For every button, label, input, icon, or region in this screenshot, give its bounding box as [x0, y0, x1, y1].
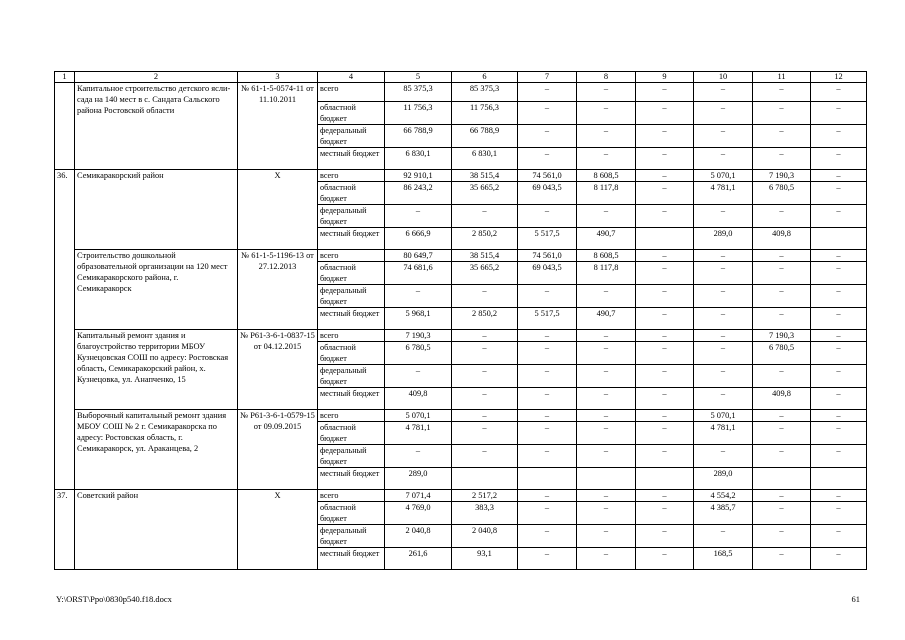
amount-cell: –	[518, 422, 577, 445]
amount-cell: –	[452, 330, 518, 342]
amount-cell: –	[694, 342, 753, 365]
amount-cell: –	[811, 102, 867, 125]
row-number: 36.	[55, 170, 75, 490]
amount-cell: 2 850,2	[452, 228, 518, 250]
header-row	[55, 72, 867, 83]
amount-cell: –	[452, 205, 518, 228]
amount-cell: –	[577, 502, 636, 525]
amount-cell: 6 780,5	[753, 182, 811, 205]
amount-cell: –	[694, 365, 753, 388]
amount-cell: –	[452, 388, 518, 410]
header-cell: 8	[577, 72, 636, 83]
funding-source: федеральный бюджет	[318, 525, 385, 548]
amount-cell: 92 910,1	[385, 170, 452, 182]
amount-cell: –	[753, 148, 811, 170]
amount-cell: –	[577, 422, 636, 445]
amount-cell: 5 070,1	[694, 170, 753, 182]
amount-cell: 6 830,1	[385, 148, 452, 170]
amount-cell: –	[636, 330, 694, 342]
amount-cell: 7 190,3	[385, 330, 452, 342]
funding-source: всего	[318, 410, 385, 422]
amount-cell: –	[636, 342, 694, 365]
object-name: Строительство дошкольной образовательной организации на 120 мест Семикаракорского района, г. Семикаракорск	[75, 250, 238, 330]
amount-cell: –	[636, 525, 694, 548]
amount-cell: 409,8	[753, 228, 811, 250]
amount-cell	[753, 468, 811, 490]
amount-cell: 5 968,1	[385, 308, 452, 330]
document-code: Х	[238, 170, 318, 250]
budget-table	[54, 71, 867, 570]
object-name: Выборочный капитальный ремонт здания МБОУ СОШ № 2 г. Семикаракорска по адресу: Ростовская область, г. Семикаракорск, ул. Араканцева, 2	[75, 410, 238, 490]
amount-cell: –	[636, 502, 694, 525]
amount-cell: –	[518, 125, 577, 148]
amount-cell: 66 788,9	[385, 125, 452, 148]
amount-cell: –	[694, 102, 753, 125]
document-code: № 61-1-5-0574-11 от 11.10.2011	[238, 83, 318, 170]
funding-source: федеральный бюджет	[318, 365, 385, 388]
table-row	[55, 490, 867, 502]
amount-cell: 6 666,9	[385, 228, 452, 250]
amount-cell: –	[753, 365, 811, 388]
amount-cell: –	[811, 308, 867, 330]
amount-cell: –	[694, 148, 753, 170]
amount-cell: –	[518, 548, 577, 570]
amount-cell: –	[811, 205, 867, 228]
header-cell: 12	[811, 72, 867, 83]
amount-cell: 69 043,5	[518, 182, 577, 205]
funding-source: областной бюджет	[318, 342, 385, 365]
amount-cell: 5 070,1	[385, 410, 452, 422]
header-cell: 10	[694, 72, 753, 83]
amount-cell: 5 517,5	[518, 308, 577, 330]
amount-cell: –	[636, 182, 694, 205]
table-row	[55, 170, 867, 182]
funding-source: федеральный бюджет	[318, 285, 385, 308]
amount-cell: 490,7	[577, 308, 636, 330]
amount-cell: –	[636, 102, 694, 125]
header-cell: 7	[518, 72, 577, 83]
funding-source: федеральный бюджет	[318, 125, 385, 148]
amount-cell: –	[811, 410, 867, 422]
funding-source: всего	[318, 250, 385, 262]
amount-cell: 4 385,7	[694, 502, 753, 525]
amount-cell: 11 756,3	[385, 102, 452, 125]
amount-cell: –	[577, 445, 636, 468]
amount-cell: –	[694, 125, 753, 148]
object-name: Капитальное строительство детского ясли-сада на 140 мест в с. Сандата Сальского района Ростовской области	[75, 83, 238, 170]
amount-cell: –	[636, 262, 694, 285]
footer-file-path: Y:\ORST\Ppo\0830p540.f18.docx	[56, 594, 172, 604]
amount-cell: 4 769,0	[385, 502, 452, 525]
amount-cell: –	[636, 308, 694, 330]
amount-cell: 8 117,8	[577, 182, 636, 205]
document-code: № Р61-3-6-1-0837-15 от 04.12.2015	[238, 330, 318, 410]
amount-cell: 69 043,5	[518, 262, 577, 285]
header-cell: 5	[385, 72, 452, 83]
table-row	[55, 410, 867, 422]
amount-cell: –	[452, 410, 518, 422]
amount-cell: –	[636, 148, 694, 170]
funding-source: федеральный бюджет	[318, 445, 385, 468]
amount-cell: –	[753, 308, 811, 330]
amount-cell: 86 243,2	[385, 182, 452, 205]
page-number: 61	[851, 594, 860, 604]
amount-cell	[636, 468, 694, 490]
amount-cell: 2 850,2	[452, 308, 518, 330]
amount-cell: 4 781,1	[385, 422, 452, 445]
amount-cell: 6 780,5	[385, 342, 452, 365]
amount-cell: –	[811, 148, 867, 170]
funding-source: местный бюджет	[318, 388, 385, 410]
amount-cell: –	[577, 525, 636, 548]
amount-cell: 168,5	[694, 548, 753, 570]
amount-cell: –	[694, 285, 753, 308]
amount-cell: 5 070,1	[694, 410, 753, 422]
amount-cell: –	[577, 285, 636, 308]
amount-cell: 85 375,3	[385, 83, 452, 102]
amount-cell: –	[694, 330, 753, 342]
amount-cell: –	[636, 170, 694, 182]
amount-cell: –	[811, 182, 867, 205]
amount-cell: 74 681,6	[385, 262, 452, 285]
header-cell: 9	[636, 72, 694, 83]
amount-cell: –	[636, 125, 694, 148]
amount-cell: –	[577, 330, 636, 342]
amount-cell: 261,6	[385, 548, 452, 570]
amount-cell: –	[636, 250, 694, 262]
amount-cell: –	[518, 148, 577, 170]
amount-cell: –	[753, 445, 811, 468]
amount-cell: 93,1	[452, 548, 518, 570]
amount-cell: 409,8	[753, 388, 811, 410]
amount-cell: –	[577, 83, 636, 102]
amount-cell: –	[811, 548, 867, 570]
amount-cell: –	[636, 490, 694, 502]
amount-cell: –	[577, 388, 636, 410]
amount-cell: –	[694, 445, 753, 468]
amount-cell: 2 040,8	[385, 525, 452, 548]
amount-cell: –	[753, 125, 811, 148]
amount-cell: 4 554,2	[694, 490, 753, 502]
amount-cell: 74 561,0	[518, 250, 577, 262]
amount-cell: –	[577, 490, 636, 502]
amount-cell: –	[518, 388, 577, 410]
amount-cell: 38 515,4	[452, 170, 518, 182]
amount-cell	[452, 468, 518, 490]
table-row	[55, 250, 867, 262]
amount-cell: –	[518, 342, 577, 365]
amount-cell: –	[577, 205, 636, 228]
amount-cell: –	[518, 205, 577, 228]
amount-cell: –	[385, 205, 452, 228]
amount-cell: –	[385, 365, 452, 388]
amount-cell: –	[753, 548, 811, 570]
amount-cell: 7 190,3	[753, 170, 811, 182]
amount-cell: –	[694, 388, 753, 410]
amount-cell: 289,0	[694, 228, 753, 250]
funding-source: местный бюджет	[318, 548, 385, 570]
amount-cell: –	[636, 388, 694, 410]
funding-source: областной бюджет	[318, 182, 385, 205]
amount-cell: –	[811, 330, 867, 342]
amount-cell: –	[452, 365, 518, 388]
amount-cell: 4 781,1	[694, 422, 753, 445]
amount-cell: 2 040,8	[452, 525, 518, 548]
object-name: Капитальный ремонт здания и благоустройство территории МБОУ Кузнецовская СОШ по адресу: Ростовская область, Семикаракорский район, х. Кузнецовка, ул. Анапченко, 15	[75, 330, 238, 410]
amount-cell: –	[811, 250, 867, 262]
amount-cell: –	[811, 525, 867, 548]
amount-cell: –	[518, 285, 577, 308]
object-name: Семикаракорский район	[75, 170, 238, 250]
funding-source: областной бюджет	[318, 102, 385, 125]
header-cell: 2	[75, 72, 238, 83]
amount-cell: –	[518, 365, 577, 388]
amount-cell: –	[577, 548, 636, 570]
amount-cell: –	[518, 445, 577, 468]
amount-cell: –	[753, 262, 811, 285]
header-cell: 11	[753, 72, 811, 83]
amount-cell: –	[811, 83, 867, 102]
amount-cell: –	[577, 342, 636, 365]
table-row	[55, 83, 867, 102]
amount-cell: –	[577, 125, 636, 148]
amount-cell: –	[636, 548, 694, 570]
amount-cell: –	[811, 365, 867, 388]
amount-cell: 85 375,3	[452, 83, 518, 102]
amount-cell: –	[385, 445, 452, 468]
amount-cell: –	[518, 502, 577, 525]
amount-cell: –	[636, 83, 694, 102]
amount-cell: –	[694, 250, 753, 262]
amount-cell: 80 649,7	[385, 250, 452, 262]
document-code: № 61-1-5-1196-13 от 27.12.2013	[238, 250, 318, 330]
funding-source: всего	[318, 330, 385, 342]
amount-cell: 38 515,4	[452, 250, 518, 262]
funding-source: местный бюджет	[318, 468, 385, 490]
amount-cell: –	[577, 102, 636, 125]
amount-cell: –	[753, 410, 811, 422]
amount-cell: –	[636, 285, 694, 308]
amount-cell: 7 190,3	[753, 330, 811, 342]
funding-source: областной бюджет	[318, 502, 385, 525]
amount-cell: 7 071,4	[385, 490, 452, 502]
amount-cell: –	[577, 365, 636, 388]
amount-cell: 5 517,5	[518, 228, 577, 250]
amount-cell: –	[753, 102, 811, 125]
amount-cell	[811, 468, 867, 490]
amount-cell	[636, 228, 694, 250]
document-code: № Р61-3-6-1-0579-15 от 09.09.2015	[238, 410, 318, 490]
amount-cell: 6 830,1	[452, 148, 518, 170]
amount-cell: 490,7	[577, 228, 636, 250]
amount-cell: –	[811, 502, 867, 525]
amount-cell	[577, 468, 636, 490]
amount-cell: 8 608,5	[577, 250, 636, 262]
amount-cell: –	[452, 445, 518, 468]
row-number	[55, 83, 75, 170]
amount-cell: –	[811, 170, 867, 182]
amount-cell: 2 517,2	[452, 490, 518, 502]
amount-cell: –	[636, 422, 694, 445]
header-cell: 1	[55, 72, 75, 83]
amount-cell: –	[452, 285, 518, 308]
amount-cell	[811, 228, 867, 250]
amount-cell: –	[811, 125, 867, 148]
funding-source: всего	[318, 170, 385, 182]
amount-cell: –	[811, 285, 867, 308]
amount-cell: –	[636, 205, 694, 228]
amount-cell: –	[452, 342, 518, 365]
amount-cell: 383,3	[452, 502, 518, 525]
amount-cell: 11 756,3	[452, 102, 518, 125]
amount-cell: 74 561,0	[518, 170, 577, 182]
amount-cell: –	[811, 445, 867, 468]
object-name: Советский район	[75, 490, 238, 570]
amount-cell: –	[518, 525, 577, 548]
table-row	[55, 330, 867, 342]
funding-source: местный бюджет	[318, 308, 385, 330]
amount-cell: –	[753, 205, 811, 228]
amount-cell: –	[753, 502, 811, 525]
amount-cell: –	[694, 308, 753, 330]
amount-cell: –	[577, 410, 636, 422]
amount-cell: –	[518, 410, 577, 422]
amount-cell: 8 608,5	[577, 170, 636, 182]
amount-cell: –	[636, 365, 694, 388]
funding-source: местный бюджет	[318, 228, 385, 250]
amount-cell: –	[811, 342, 867, 365]
amount-cell	[518, 468, 577, 490]
amount-cell: 66 788,9	[452, 125, 518, 148]
amount-cell: 35 665,2	[452, 262, 518, 285]
amount-cell: –	[753, 83, 811, 102]
funding-source: федеральный бюджет	[318, 205, 385, 228]
row-number: 37.	[55, 490, 75, 570]
amount-cell: –	[811, 388, 867, 410]
funding-source: областной бюджет	[318, 262, 385, 285]
amount-cell: –	[518, 102, 577, 125]
amount-cell: –	[577, 148, 636, 170]
amount-cell: –	[753, 525, 811, 548]
amount-cell: –	[811, 490, 867, 502]
amount-cell: –	[385, 285, 452, 308]
funding-source: областной бюджет	[318, 422, 385, 445]
amount-cell: –	[753, 490, 811, 502]
funding-source: всего	[318, 83, 385, 102]
amount-cell: 4 781,1	[694, 182, 753, 205]
amount-cell: –	[452, 422, 518, 445]
header-cell: 3	[238, 72, 318, 83]
amount-cell: –	[694, 262, 753, 285]
amount-cell: 289,0	[385, 468, 452, 490]
amount-cell: –	[694, 205, 753, 228]
header-cell: 4	[318, 72, 385, 83]
amount-cell: 8 117,8	[577, 262, 636, 285]
amount-cell: –	[518, 330, 577, 342]
amount-cell: –	[694, 525, 753, 548]
amount-cell: –	[694, 83, 753, 102]
amount-cell: –	[636, 410, 694, 422]
document-code: Х	[238, 490, 318, 570]
funding-source: местный бюджет	[318, 148, 385, 170]
amount-cell: 35 665,2	[452, 182, 518, 205]
amount-cell: –	[518, 83, 577, 102]
amount-cell: –	[753, 422, 811, 445]
amount-cell: –	[753, 250, 811, 262]
amount-cell: 409,8	[385, 388, 452, 410]
header-cell: 6	[452, 72, 518, 83]
amount-cell: –	[636, 445, 694, 468]
amount-cell: –	[811, 422, 867, 445]
amount-cell: 289,0	[694, 468, 753, 490]
amount-cell: –	[811, 262, 867, 285]
funding-source: всего	[318, 490, 385, 502]
amount-cell: 6 780,5	[753, 342, 811, 365]
amount-cell: –	[518, 490, 577, 502]
amount-cell: –	[753, 285, 811, 308]
